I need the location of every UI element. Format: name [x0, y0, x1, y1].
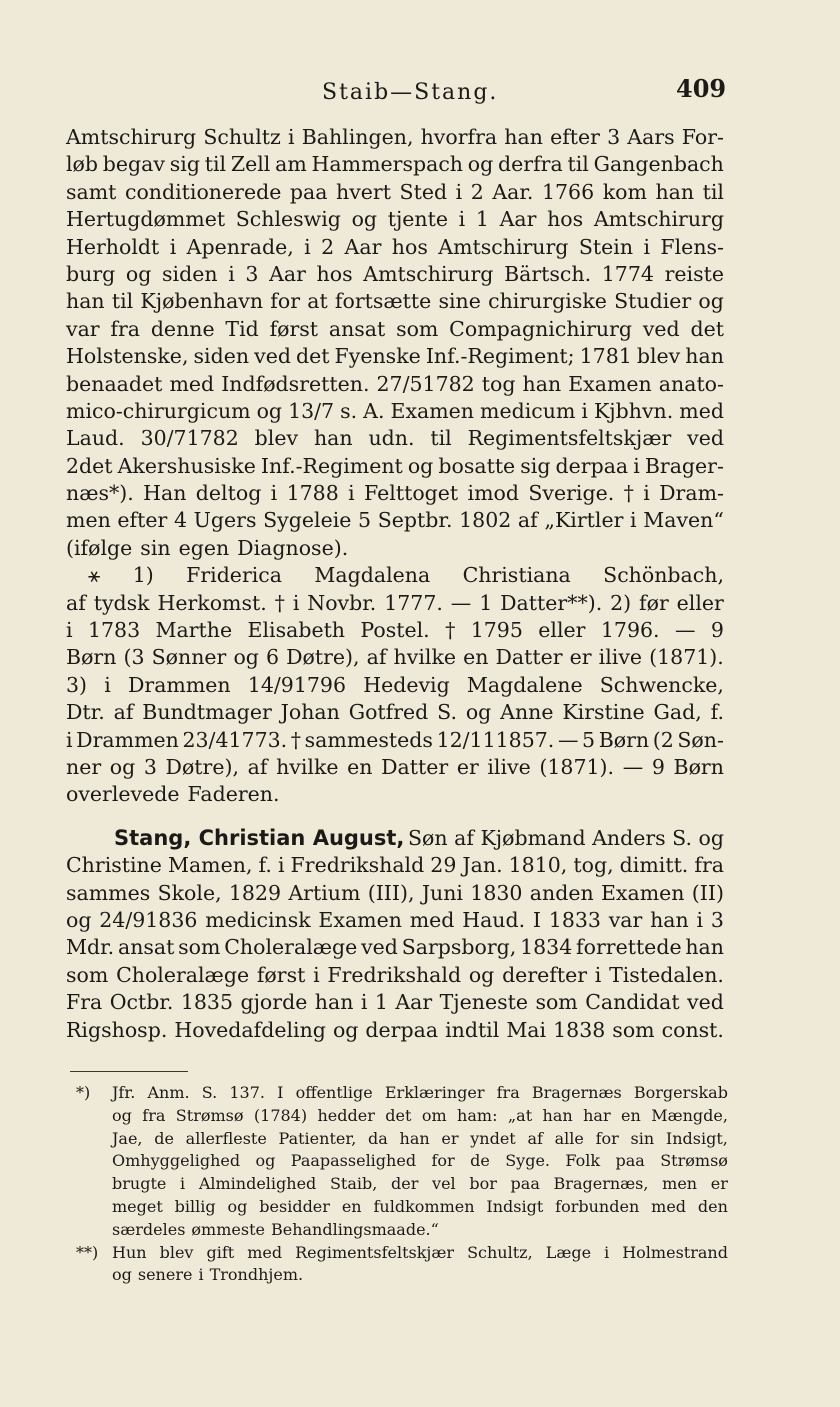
text-line: men efter 4 Ugers Sygeleie 5 Septbr. 1802 af „Kirtler i Maven“: [66, 508, 724, 533]
text-line: næs*). Han deltog i 1788 i Felttoget imod Sverige. † i Dram-: [66, 481, 724, 506]
footnote-line: særdeles ømmeste Behandlingsmaade.“: [112, 1219, 439, 1239]
text-line: og 24/91836 medicinsk Examen med Haud. I 1833 var han i 3: [66, 907, 724, 932]
text-line: 2det Akershusiske Inf.-Regiment og bosatte sig derpaa i Brager-: [66, 453, 724, 478]
footnote-line: **) Hun blev gift med Regimentsfeltskjær Schultz, Læge i Holmestrand: [76, 1242, 728, 1265]
text-line: ⚹ 1) Friderica Magdalena Christiana Schönbach,: [88, 563, 724, 588]
text-line: Fra Octbr. 1835 gjorde han i 1 Aar Tjeneste som Candidat ved: [66, 990, 724, 1015]
page-header: [0, 74, 840, 114]
footnote-1: [76, 1082, 728, 1242]
footnote-rule: [70, 1071, 188, 1072]
text-line: Mdr. ansat som Choleralæge ved Sarpsborg, 1834 forrettede han: [66, 935, 724, 960]
text-line: sammes Skole, 1829 Artium (III), Juni 1830 anden Examen (II): [66, 880, 724, 905]
text-line: samt conditionerede paa hvert Sted i 2 Aar. 1766 kom han til: [66, 179, 724, 204]
entry-first-line: [66, 825, 724, 852]
text-line: af tydsk Herkomst. † i Novbr. 1777. — 1 Datter**). 2) før eller: [66, 590, 724, 615]
footnotes: [76, 1082, 728, 1287]
footnote-line: *) Jfr. Anm. S. 137. I offentlige Erklæringer fra Bragernæs Borgerskab: [76, 1082, 728, 1105]
text-line: Laud. 30/71782 blev han udn. til Regimentsfeltskjær ved: [66, 426, 724, 451]
text-line: i 1783 Marthe Elisabeth Postel. † 1795 eller 1796. — 9: [66, 618, 724, 643]
text-line: benaadet med Indfødsretten. 27/51782 tog han Examen anato-: [66, 371, 724, 396]
text-line: burg og siden i 3 Aar hos Amtschirurg Bärtsch. 1774 reiste: [66, 261, 724, 286]
text-line: i Drammen 23/41773. † sammesteds 12/111857. — 5 Børn (2 Søn-: [66, 727, 724, 752]
text-line: Holstenske, siden ved det Fyenske Inf.-Regiment; 1781 blev han: [66, 344, 724, 369]
footnote-mark: **): [76, 1242, 99, 1262]
text-line: Dtr. af Bundtmager Johan Gotfred S. og Anne Kirstine Gad, f.: [66, 700, 724, 725]
text-line: mico-chirurgicum og 13/7 s. A. Examen medicum i Kjbhvn. med: [66, 398, 724, 423]
entry-first-text: Søn af Kjøbmand Anders S. og: [408, 825, 724, 850]
entry-stang: [66, 825, 724, 1044]
entry-text: [66, 852, 724, 1044]
text-line: ner og 3 Døtre), af hvilke en Datter er ilive (1871). — 9 Børn: [66, 754, 724, 779]
text-line: Rigshosp. Hovedafdeling og derpaa indtil Mai 1838 som const.: [66, 1017, 724, 1042]
text-line: han til Kjøbenhavn for at fortsætte sine chirurgiske Studier og: [66, 289, 724, 314]
biography-continued: [66, 124, 724, 809]
footnote-line: og senere i Trondhjem.: [112, 1265, 304, 1285]
main-text: [66, 124, 724, 1044]
text-line: Christine Mamen, f. i Fredrikshald 29 Jan. 1810, tog, dimitt. fra: [66, 853, 724, 878]
page-number: 409: [676, 74, 727, 103]
footnote-line: meget billig og besidder en fuldkommen Indsigt forbunden med den: [112, 1196, 728, 1216]
running-title: Staib—Stang.: [322, 80, 499, 105]
footnote-line: og fra Strømsø (1784) hedder det om ham: „at han har en Mængde,: [112, 1105, 728, 1125]
text-line: Herholdt i Apenrade, i 2 Aar hos Amtschirurg Stein i Flens-: [66, 234, 724, 259]
entry-name: Stang, Christian August,: [114, 825, 405, 850]
footnote-line: Jae, de allerfleste Patienter, da han er yndet af alle for sin Indsigt,: [112, 1128, 728, 1148]
section-gap: [66, 809, 724, 825]
footnote-line: brugte i Almindelighed Staib, der vel bor paa Bragernæs, men er: [112, 1174, 728, 1194]
footnote-line: Omhyggelighed og Paapasselighed for de Syge. Folk paa Strømsø: [112, 1151, 728, 1171]
text-line: løb begav sig til Zell am Hammerspach og derfra til Gangenbach: [66, 152, 724, 177]
text-line: som Choleralæge først i Fredrikshald og derefter i Tistedalen.: [66, 962, 724, 987]
text-line: overlevede Faderen.: [66, 782, 280, 807]
footnote-2: [76, 1242, 728, 1288]
text-line: (ifølge sin egen Diagnose).: [66, 535, 349, 560]
footnote-mark: *): [76, 1083, 91, 1102]
text-line: Hertugdømmet Schleswig og tjente i 1 Aar hos Amtschirurg: [66, 207, 724, 232]
text-line: var fra denne Tid først ansat som Compagnichirurg ved det: [66, 316, 724, 341]
text-line: Børn (3 Sønner og 6 Døtre), af hvilke en Datter er ilive (1871).: [66, 645, 724, 670]
text-line: 3) i Drammen 14/91796 Hedevig Magdalene Schwencke,: [66, 672, 724, 697]
text-line: Amtschirurg Schultz i Bahlingen, hvorfra han efter 3 Aars For-: [66, 125, 724, 149]
